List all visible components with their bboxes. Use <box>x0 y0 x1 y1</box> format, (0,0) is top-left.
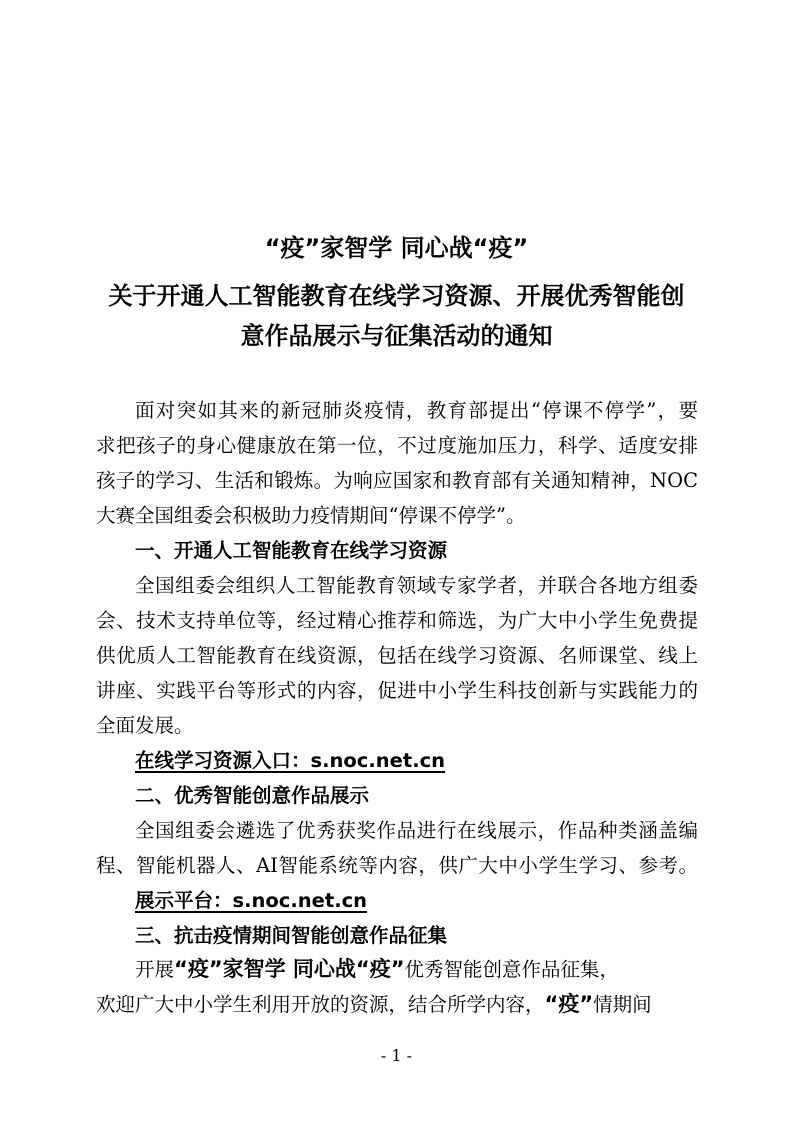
section-1-line-3: 供优质人工智能教育在线资源，包括在线学习资源、名师课堂、线上 <box>96 644 698 667</box>
intro-line-4: 大赛全国组委会积极助力疫情期间“停课不停学”。 <box>96 504 526 527</box>
online-resources-link[interactable]: 在线学习资源入口：s.noc.net.cn <box>135 749 446 772</box>
section-2-heading: 二、优秀智能创意作品展示 <box>135 784 370 807</box>
section-3-line-1 <box>135 956 698 983</box>
section-3-line-1-pre: 开展 <box>135 958 175 981</box>
title-line-2: 关于开通人工智能教育在线学习资源、开展优秀智能创 <box>108 282 685 310</box>
intro-line-1: 面对突如其来的新冠肺炎疫情，教育部提出“停课不停学”，要 <box>135 399 698 422</box>
intro-line-2: 求把孩子的身心健康放在第一位，不过度施加压力，科学、适度安排 <box>96 434 698 457</box>
section-3-line-2 <box>96 991 698 1018</box>
intro-line-3: 孩子的学习、生活和锻炼。为响应国家和教育部有关通知精神，NOC <box>96 469 698 492</box>
section-3-line-2-post: 情期间 <box>593 993 652 1016</box>
slogan-emphasis: “疫”家智学 同心战“疫” <box>174 957 405 981</box>
section-1-heading: 一、开通人工智能教育在线学习资源 <box>135 539 448 562</box>
page-number: - 1 - <box>380 1046 413 1065</box>
section-2-line-1: 全国组委会遴选了优秀获奖作品进行在线展示，作品种类涵盖编 <box>135 819 698 842</box>
section-1-line-2: 会、技术支持单位等，经过精心推荐和筛选，为广大中小学生免费提 <box>96 609 698 632</box>
showcase-platform-link[interactable]: 展示平台：s.noc.net.cn <box>135 889 368 912</box>
section-1-line-4: 讲座、实践平台等形式的内容，促进中小学生科技创新与实践能力的 <box>96 679 698 702</box>
section-3-heading: 三、抗击疫情期间智能创意作品征集 <box>135 924 448 947</box>
section-2-link-line <box>135 888 698 914</box>
section-3-line-1-post: 优秀智能创意作品征集， <box>404 958 620 981</box>
section-1-link-line <box>135 748 698 774</box>
section-1-line-1: 全国组委会组织人工智能教育领域专家学者，并联合各地方组委 <box>135 574 698 597</box>
section-1-line-5: 全面发展。 <box>96 714 194 737</box>
title-slogan: “疫”家智学 同心战“疫” <box>264 234 529 262</box>
epidemic-emphasis: “疫” <box>544 992 594 1016</box>
title-line-3: 意作品展示与征集活动的通知 <box>240 322 553 350</box>
section-3-line-2-pre: 欢迎广大中小学生利用开放的资源，结合所学内容， <box>96 993 545 1016</box>
section-2-line-2: 程、智能机器人、AI智能系统等内容，供广大中小学生学习、参考。 <box>96 854 698 877</box>
